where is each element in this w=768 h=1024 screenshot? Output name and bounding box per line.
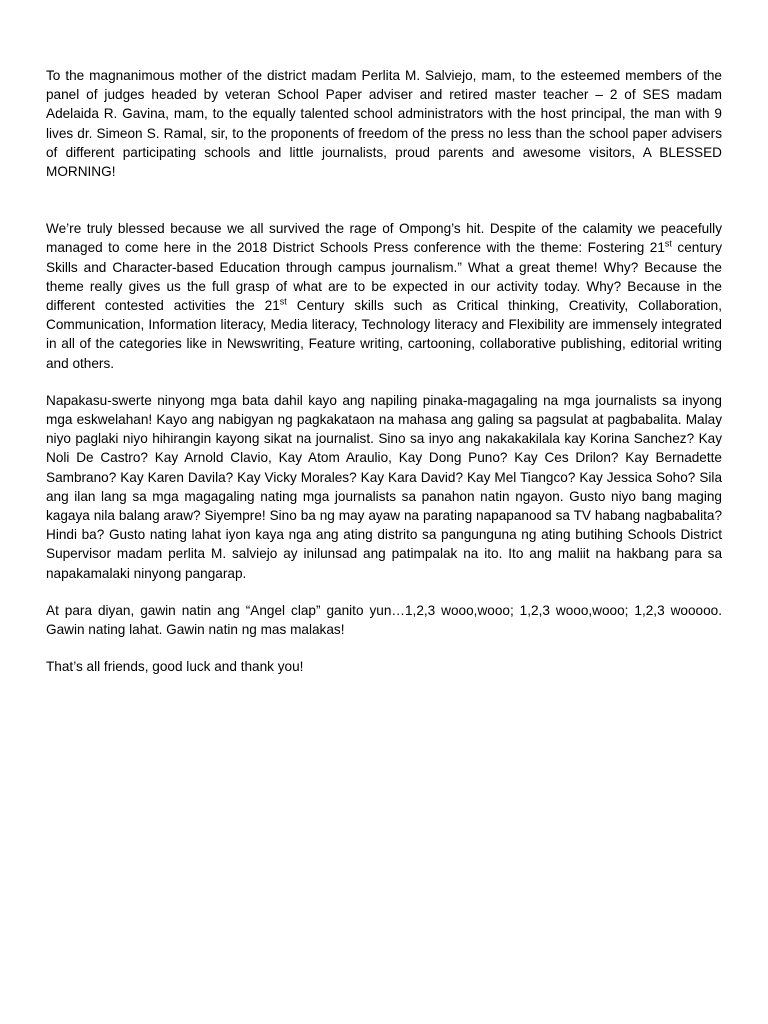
document-page (46, 66, 722, 676)
theme-text-part-1: We’re truly blessed because we all survived the rage of Ompong’s hit. Despite of the calamity we peacefully managed to come here in the 2018 District Schools Press conference with the theme: Fostering 21 (46, 221, 722, 256)
greeting-paragraph: To the magnanimous mother of the district madam Perlita M. Salviejo, mam, to the esteemed members of the panel of judges headed by veteran School Paper adviser and retired master teacher – 2 of SES madam Adelaida R. Gavina, mam, to the equally talented school administrators with the host principal, the man with 9 lives dr. Simeon S. Ramal, sir, to the proponents of freedom of the press no less than the school paper advisers of different participating schools and little journalists, proud parents and awesome visitors, A BLESSED MORNING! (46, 68, 722, 180)
ordinal-superscript: st (279, 296, 287, 307)
theme-text-part-2: century Skills and Character-based Education through campus journalism.” What a great theme! Why? Because the theme really gives us the full grasp of what are to be expected in our activity today. Why? Because in the different contested activities the 21 (46, 240, 722, 314)
ordinal-superscript: st (664, 238, 672, 249)
closing-paragraph: That’s all friends, good luck and thank you! (46, 659, 304, 675)
filipino-paragraph: Napakasu-swerte ninyong mga bata dahil kayo ang napiling pinaka-magagaling na mga journalists sa inyong mga eskwelahan! Kayo ang nabigyan ng pagkakataon na mahasa ang galing sa pagsulat at pagbabalita. Malay niyo paglaki niyo hihirangin kayong sikat na journalist. Sino sa inyo ang nakakakilala kay Korina Sanchez? Kay Noli De Castro? Kay Arnold Clavio, Kay Atom Araulio, Kay Dong Puno? Kay Ces Drilon? Kay Bernadette Sambrano? Kay Karen Davila? Kay Vicky Morales? Kay Kara David? Kay Mel Tiangco? Kay Jessica Soho? Sila ang ilan lang sa mga magagaling nating mga journalists sa panahon natin ngayon. Gusto niyo bang maging kagaya nila balang araw? Siyempre! Sino ba ng may ayaw na parating napapanood sa TV habang nagbabalita? Hindi ba? Gusto nating lahat iyon kaya nga ang ating distrito sa pangunguna ng ating butihing Schools District Supervisor madam perlita M. salviejo ay inilunsad ang patimpalak na ito. Ito ang maliit na hakbang para sa napakamalaki ninyong pangarap. (46, 392, 722, 581)
theme-text-part-3: Century skills such as Critical thinking, Creativity, Collaboration, Communication, Information literacy, Media literacy, Technology literacy and Flexibility are immensely integrated in all of the categories like in Newswriting, Feature writing, cartooning, collaborative publishing, editorial writing and others. (46, 298, 722, 371)
angel-clap-paragraph: At para diyan, gawin natin ang “Angel clap” ganito yun…1,2,3 wooo,wooo; 1,2,3 wooo,wooo; 1,2,3 wooooo. Gawin nating lahat. Gawin natin ng mas malakas! (46, 602, 722, 638)
theme-paragraph (46, 219, 722, 373)
